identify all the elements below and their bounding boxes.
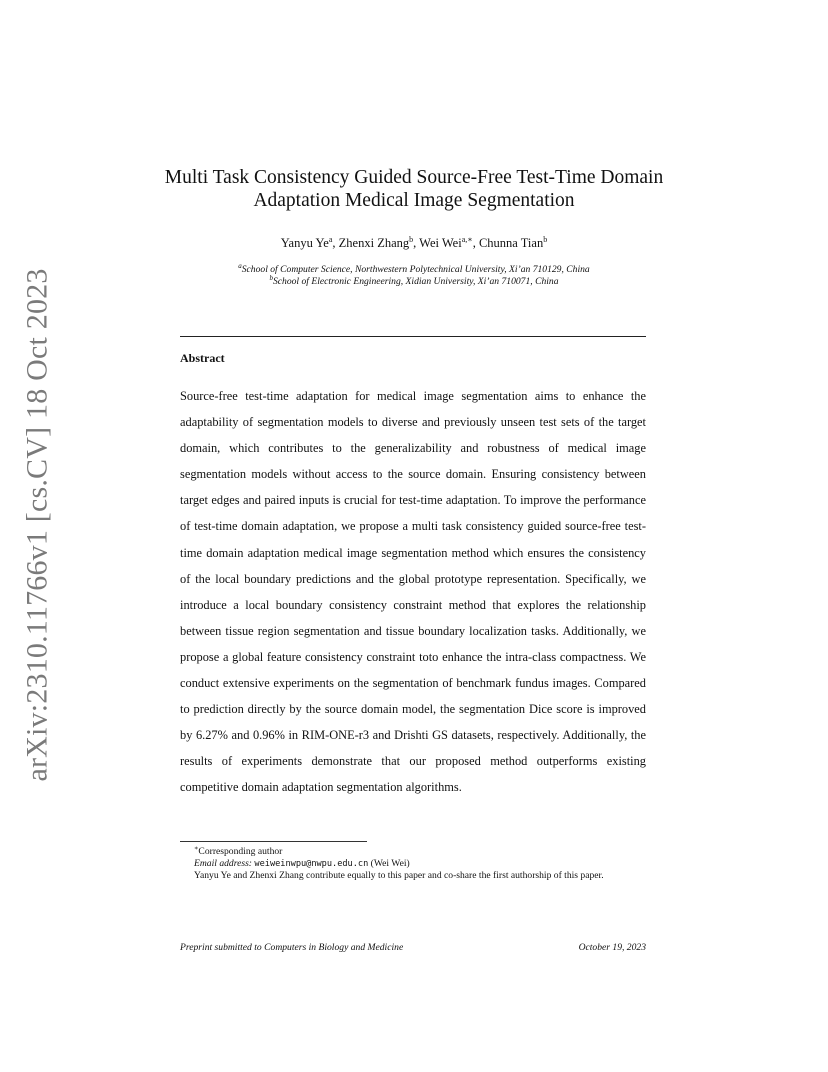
author-name: Wei Wei	[419, 236, 462, 250]
abstract-top-rule	[180, 336, 646, 337]
affiliation-mark: a	[238, 261, 242, 270]
preprint-date: October 19, 2023	[578, 942, 646, 953]
author-affiliation-mark: b	[409, 234, 414, 244]
author-name: Chunna Tian	[478, 236, 544, 250]
corresponding-author-mark: ∗	[194, 844, 199, 852]
email-address: weiweinwpu@nwpu.edu.cn	[254, 858, 369, 869]
paper-title: Multi Task Consistency Guided Source-Free Test-Time Domain Adaptation Medical Image Segmentation	[164, 167, 664, 211]
author-separator: ,	[413, 236, 420, 250]
abstract-text: Source-free test-time adaptation for medical image segmentation aims to enhance the adaptability of segmentation models to diverse and previously unseen test sets of the target domain, which contributes to the generalizability and robustness of medical image segmentation models without access to the source domain. Ensuring consistency between target edges and paired inputs is crucial for test-time adaptation. To improve the performance of test-time domain adaptation, we propose a multi task consistency guided source-free test-time domain adaptation medical image segmentation method which ensures the consistency of the local boundary predictions and the global prototype representation. Specifically, we introduce a local boundary consistency constraint method that explores the relationship between tissue region segmentation and tissue boundary localization tasks. Additionally, we propose a global feature consistency constraint toto enhance the intra-class compactness. We conduct extensive experiments on the segmentation of benchmark fundus images. Compared to prediction directly by the source domain model, the segmentation Dice score is improved by 6.27% and 0.96% in RIM-ONE-r3 and Drishti GS datasets, respectively. Additionally, the results of experiments demonstrate that our proposed method outperforms existing competitive domain adaptation segmentation algorithms.	[180, 389, 646, 795]
footnote-rule	[180, 841, 367, 842]
author-affiliation-mark: a	[328, 234, 333, 244]
equal-contribution-footnote: Yanyu Ye and Zhenxi Zhang contribute equally to this paper and co-share the first authorship of this paper.	[194, 870, 604, 882]
email-label: Email address:	[194, 857, 253, 869]
author-affiliation-mark: b	[543, 234, 548, 244]
author-list	[150, 235, 678, 251]
affiliation-line	[150, 261, 678, 276]
author-separator: ,	[472, 236, 479, 250]
author-affiliation-mark: a,∗	[461, 234, 473, 244]
arxiv-identifier-stamp	[12, 268, 64, 782]
affiliation-line	[150, 273, 678, 288]
author-name: Yanyu Ye	[280, 236, 329, 250]
author-separator: ,	[332, 236, 339, 250]
corresponding-author-text: Corresponding author	[198, 846, 283, 857]
affiliation-mark: b	[269, 273, 273, 282]
preprint-venue: Preprint submitted to Computers in Biology and Medicine	[180, 942, 404, 953]
footnotes	[180, 846, 646, 882]
affiliation-list	[150, 261, 678, 288]
abstract-heading: Abstract	[180, 351, 225, 365]
email-footnote	[180, 858, 646, 871]
corresponding-author-footnote	[180, 846, 646, 858]
email-owner: (Wei Wei)	[370, 857, 410, 869]
affiliation-text: School of Computer Science, Northwestern Polytechnical University, Xi’an 710129, China	[241, 264, 590, 275]
affiliation-text: School of Electronic Engineering, Xidian University, Xi’an 710071, China	[272, 276, 559, 287]
author-name: Zhenxi Zhang	[338, 236, 410, 250]
arxiv-identifier-text: arXiv:2310.11766v1 [cs.CV] 18 Oct 2023	[21, 268, 54, 782]
preprint-footer	[180, 942, 646, 953]
